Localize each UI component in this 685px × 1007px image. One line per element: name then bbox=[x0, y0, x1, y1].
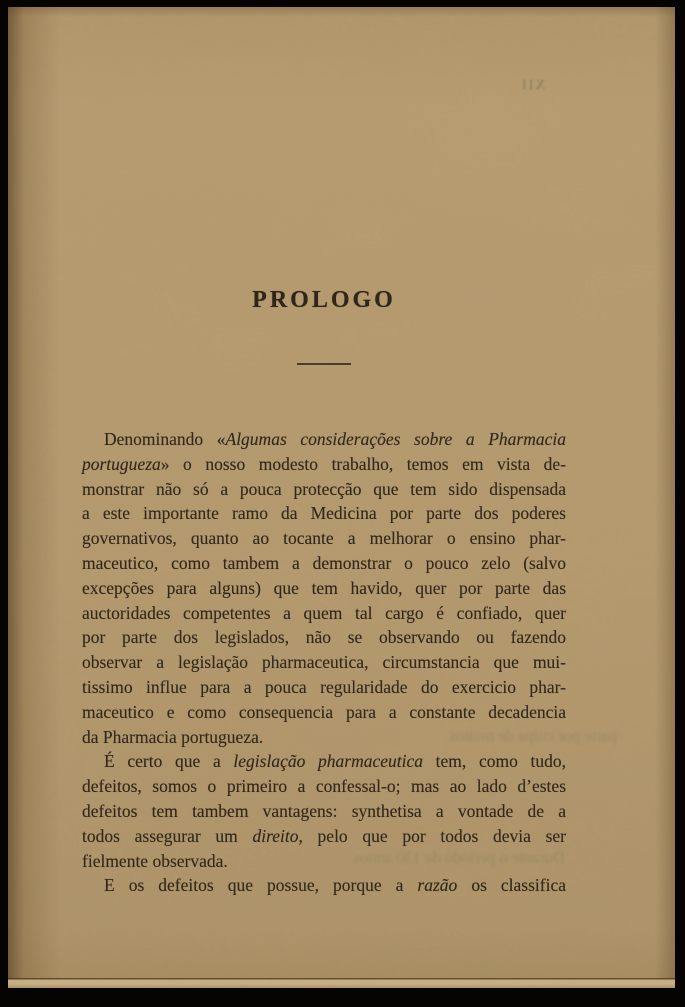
italic-text-segment: direito, bbox=[252, 825, 303, 846]
page-edge-strip bbox=[8, 978, 675, 988]
italic-text-segment: Algumas considerações sobre a Pharmacia bbox=[225, 429, 566, 449]
text-segment: auctoridades competentes a quem tal cargo é confiado, quer bbox=[82, 602, 566, 623]
page-title: PROLOGO bbox=[252, 287, 396, 313]
text-line bbox=[82, 526, 566, 551]
text-segment: defeitos, somos o primeiro a confessal-o; mas ao lado d’estes bbox=[82, 776, 566, 797]
text-segment: excepções para alguns) que tem havido, quer por parte das bbox=[82, 577, 566, 598]
text-segment: os classifica bbox=[457, 875, 566, 896]
text-line bbox=[82, 749, 566, 774]
text-line bbox=[82, 576, 566, 601]
text-segment: governativos, quanto ao tocante a melhorar o ensino phar- bbox=[82, 528, 566, 549]
text-segment: É certo que a bbox=[104, 751, 234, 772]
text-line bbox=[82, 675, 566, 700]
text-segment: por parte dos legislados, não se observando ou fazendo bbox=[82, 627, 566, 648]
text-segment: a este importante ramo da Medicina por parte dos poderes bbox=[82, 503, 566, 524]
text-segment: observar a legislação pharmaceutica, circumstancia que mui- bbox=[82, 652, 566, 673]
text-segment: tem, como tudo, bbox=[423, 751, 567, 772]
text-segment: pelo que por todos devia ser bbox=[302, 825, 566, 846]
text-segment: tissimo influe para a pouca regularidade do exercicio phar- bbox=[82, 676, 566, 697]
text-segment: todos assegurar um bbox=[82, 825, 253, 846]
text-line bbox=[82, 799, 566, 824]
text-line bbox=[82, 873, 566, 898]
text-line bbox=[82, 427, 566, 452]
book-page bbox=[8, 7, 675, 988]
text-line bbox=[82, 601, 566, 626]
text-line bbox=[82, 650, 566, 675]
text-segment: E os defeitos que possue, porque a bbox=[104, 875, 418, 896]
bleedthrough-page-number: XII bbox=[520, 78, 546, 93]
text-segment: Denominando « bbox=[104, 429, 226, 449]
bleedthrough-text-line: parte por culpa de muitos bbox=[449, 726, 617, 745]
text-line bbox=[82, 477, 566, 502]
text-segment: maceutico e como consequencia para a constante decadencia bbox=[82, 701, 566, 722]
text-line bbox=[82, 774, 566, 799]
text-segment: » o nosso modesto trabalho, temos em vista de- bbox=[160, 453, 566, 474]
body-text bbox=[82, 427, 566, 898]
italic-text-segment: legislação pharmaceutica bbox=[233, 751, 423, 772]
text-line bbox=[82, 824, 566, 849]
italic-text-segment: portugueza bbox=[82, 453, 161, 474]
text-line bbox=[82, 501, 566, 526]
text-segment: monstrar não só a pouca protecção que tem sido dispensada bbox=[82, 478, 566, 499]
text-line bbox=[82, 452, 566, 477]
text-segment: da Pharmacia portugueza. bbox=[82, 726, 264, 747]
text-line bbox=[82, 625, 566, 650]
title-wrap bbox=[82, 287, 566, 314]
text-segment: maceutico, como tambem a demonstrar o pouco zelo (salvo bbox=[82, 552, 566, 573]
text-line bbox=[82, 551, 566, 576]
title-divider-rule bbox=[297, 363, 351, 365]
italic-text-segment: razão bbox=[417, 875, 458, 896]
text-line bbox=[82, 700, 566, 725]
text-line bbox=[82, 849, 566, 874]
text-segment: fielmente observada. bbox=[82, 850, 228, 871]
text-segment: defeitos tem tambem vantagens: synthetisa a vontade de a bbox=[82, 800, 566, 821]
bleedthrough-text-line: Durante o periodo de 130 annos bbox=[353, 848, 565, 867]
text-line bbox=[82, 725, 566, 750]
